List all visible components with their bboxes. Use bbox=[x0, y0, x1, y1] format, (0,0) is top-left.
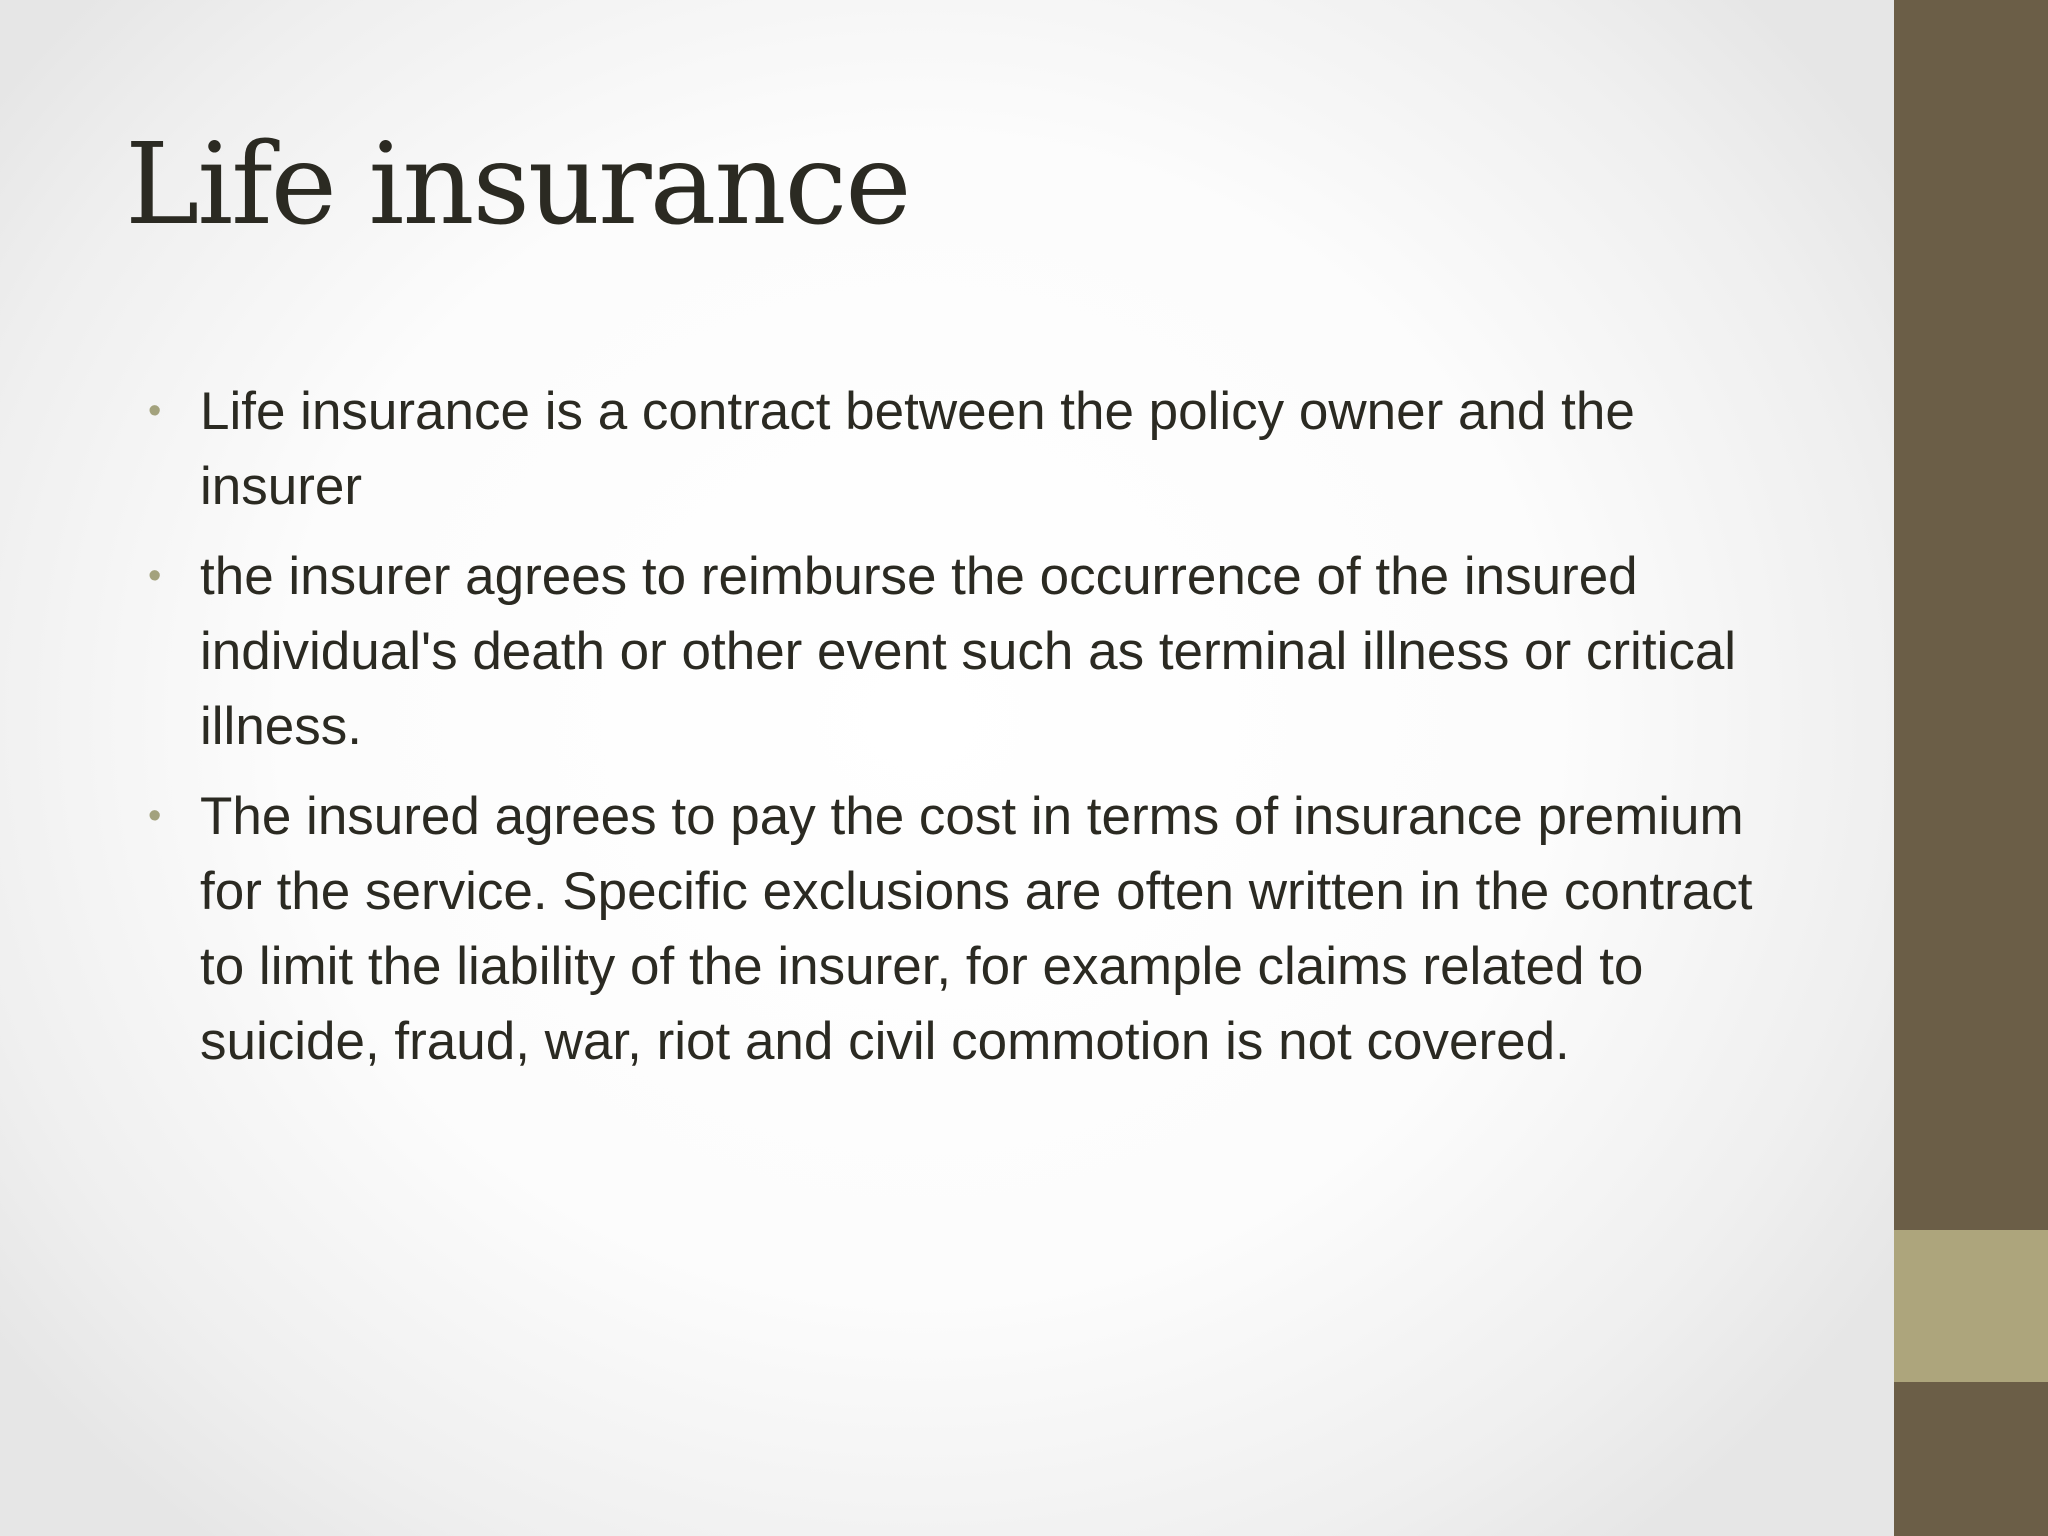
bullet-dot-icon: • bbox=[148, 795, 162, 837]
bullet-list bbox=[148, 374, 1800, 1094]
slide-title: Life insurance bbox=[125, 120, 910, 250]
bullet-text: The insured agrees to pay the cost in terms of insurance premium for the service. Specific exclusions are often written in the contract to limit the liability of the insurer, for example claims related to suicide, fraud, war, riot and civil commotion is not covered. bbox=[200, 787, 1753, 1071]
bullet-text: Life insurance is a contract between the policy owner and the insurer bbox=[200, 382, 1635, 516]
bullet-text: the insurer agrees to reimburse the occurrence of the insured individual's death or other event such as terminal illness or critical illness. bbox=[200, 547, 1737, 756]
bullet-dot-icon: • bbox=[148, 390, 162, 432]
bullet-item bbox=[148, 539, 1800, 764]
bullet-dot-icon: • bbox=[148, 555, 162, 597]
decorative-side-accent bbox=[1894, 1230, 2048, 1382]
bullet-item bbox=[148, 779, 1800, 1079]
bullet-item bbox=[148, 374, 1800, 524]
